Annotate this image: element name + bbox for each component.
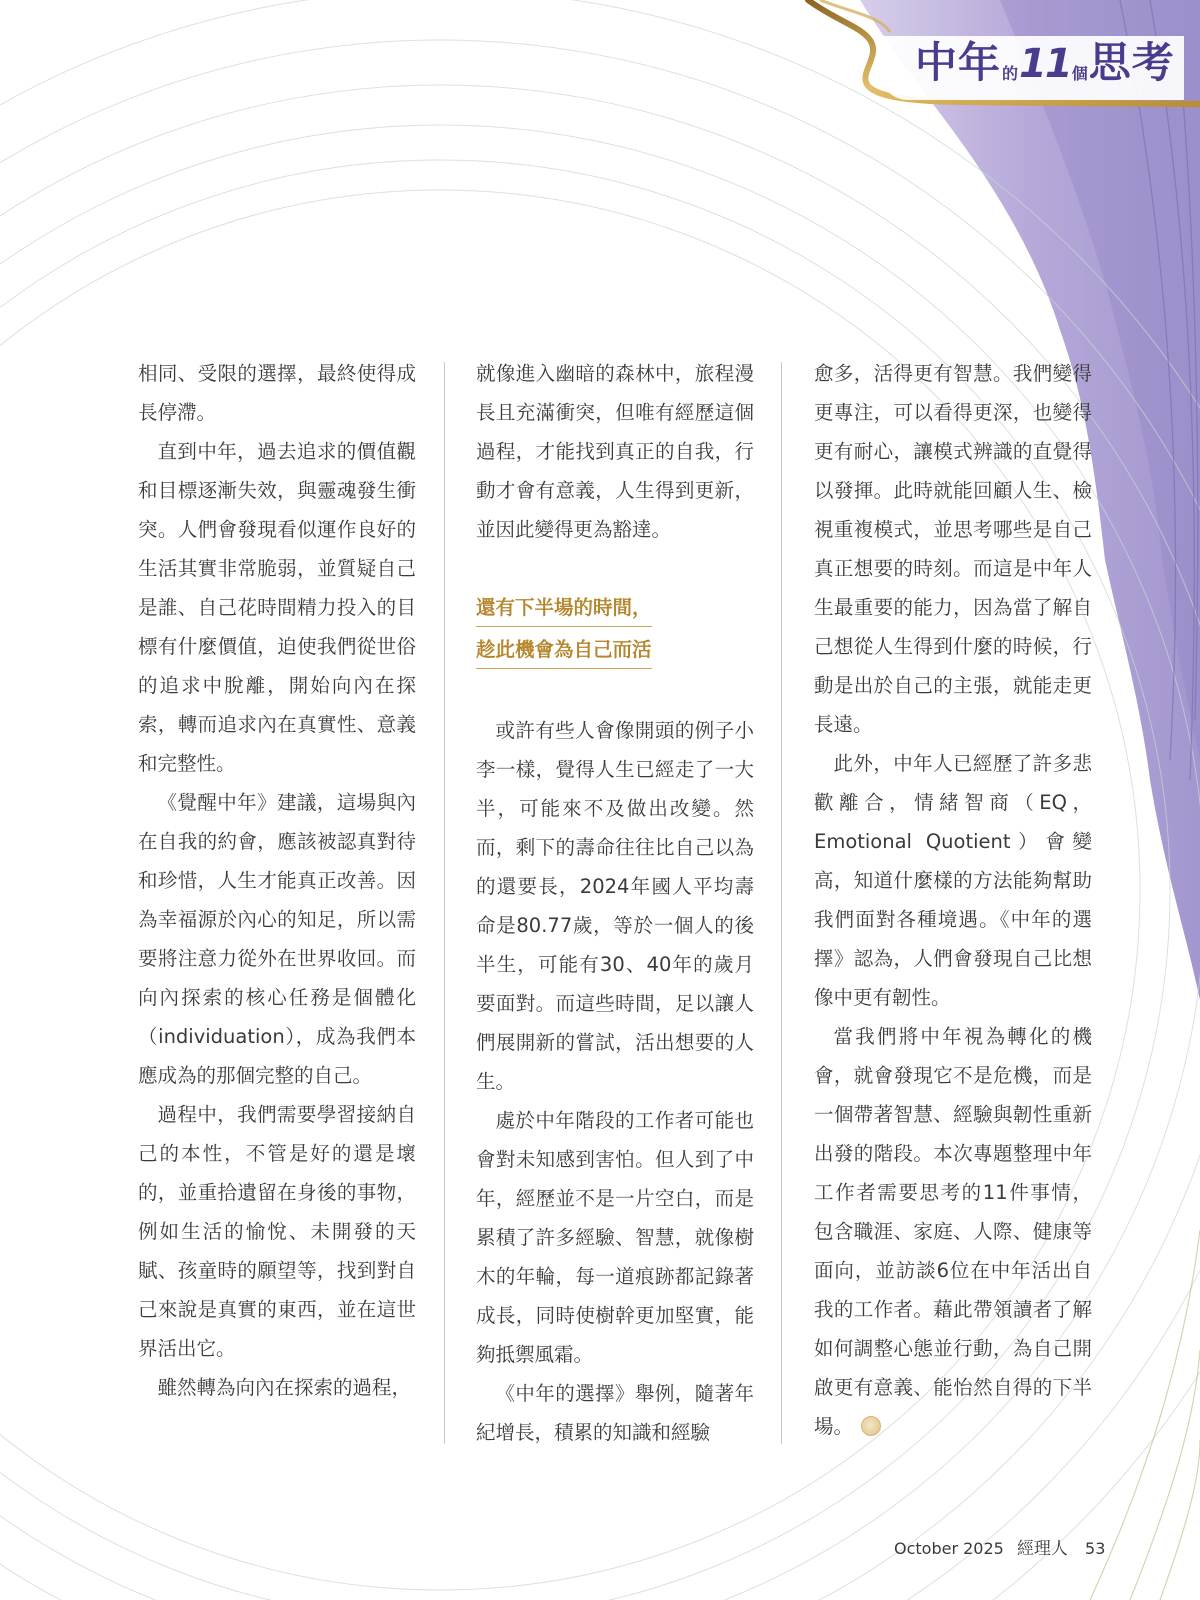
paragraph: 過程中，我們需要學習接納自己的本性，不管是好的還是壞的，並重拾遺留在身後的事物，例如生活的愉悅、未開發的天賦、孩童時的願望等，找到對自己來說是真實的東西，並在這世界活出它。 — [138, 1103, 416, 1360]
paragraph: 《覺醒中年》建議，這場與內在自我的約會，應該被認真對待和珍惜，人生才能真正改善。因為幸福源於內心的知足，所以需要將注意力從外在世界收回。而向內探索的核心任務是個體化（individuation），成為我們本應成為的那個完整的自己。 — [138, 791, 416, 1087]
title-part1: 中年 — [915, 38, 1002, 87]
title-number: 11 — [1019, 41, 1071, 87]
page-number: 53 — [1085, 1539, 1106, 1558]
paragraph: 愈多，活得更有智慧。我們變得更專注，可以看得更深，也變得更有耐心，讓模式辨識的直覺得以發揮。此時就能回顧人生、檢視重複模式，並思考哪些是自己真正想要的時刻。而這是中年人生最重要的能力，因為當了解自己想從人生得到什麼的時候，行動是出於自己的主張，就能走更長遠。 — [814, 362, 1092, 736]
title-part2: 的 — [1002, 64, 1019, 83]
paragraph-text: 當我們將中年視為轉化的機會，就會發現它不是危機，而是一個帶著智慧、經驗與韌性重新出發的階段。本次專題整理中年工作者需要思考的11件事情，包含職涯、家庭、人際、健康等面向，並訪談6位在中年活出自我的工作者。藉此帶領讀者了解如何調整心態並行動，為自己開啟更有意義、能怡然自得的下半場。 — [814, 1025, 1092, 1438]
spacer — [476, 549, 754, 588]
magazine-name: 經理人 — [1016, 1539, 1068, 1559]
article-column-1 — [138, 354, 416, 1407]
subheading — [476, 588, 754, 672]
paragraph: 《中年的選擇》舉例，隨著年紀增長，積累的知識和經驗 — [476, 1382, 754, 1444]
article-column-2 — [476, 354, 754, 1452]
title-part4: 個 — [1071, 64, 1088, 83]
issue-date: October 2025 — [894, 1539, 1004, 1558]
paragraph: 此外，中年人已經歷了許多悲歡離合，情緒智商（EQ，Emotional Quotient）會變高，知道什麼樣的方法能夠幫助我們面對各種境遇。《中年的選擇》認為，人們會發現自己比想像中更有韌性。 — [814, 752, 1092, 1009]
paragraph: 或許有些人會像開頭的例子小李一樣，覺得人生已經走了一大半，可能來不及做出改變。然而，剩下的壽命往往比自己以為的還要長，2024年國人平均壽命是80.77歲，等於一個人的後半生，可能有30、40年的歲月要面對。而這些時間，足以讓人們展開新的嘗試，活出想要的人生。 — [476, 719, 754, 1093]
column-divider — [444, 362, 445, 1444]
paragraph — [814, 1017, 1092, 1446]
section-title — [915, 38, 1175, 99]
subheading-line-1: 還有下半場的時間， — [476, 590, 652, 627]
paragraph: 直到中年，過去追求的價值觀和目標逐漸失效，與靈魂發生衝突。人們會發現看似運作良好的生活其實非常脆弱，並質疑自己是誰、自己花時間精力投入的目標有什麼價值，迫使我們從世俗的追求中脫離，開始向內在探索，轉而追求內在真實性、意義和完整性。 — [138, 440, 416, 775]
spacer — [476, 672, 754, 711]
page-footer — [894, 1534, 1113, 1559]
paragraph: 相同、受限的選擇，最終使得成長停滯。 — [138, 362, 416, 424]
end-mark-icon — [861, 1416, 881, 1436]
column-divider — [781, 362, 782, 1444]
paragraph: 處於中年階段的工作者可能也會對未知感到害怕。但人到了中年，經歷並不是一片空白，而是累積了許多經驗、智慧，就像樹木的年輪，每一道痕跡都記錄著成長，同時使樹幹更加堅實，能夠抵禦風霜。 — [476, 1109, 754, 1366]
subheading-line-2: 趁此機會為自己而活 — [476, 632, 652, 669]
paragraph: 就像進入幽暗的森林中，旅程漫長且充滿衝突，但唯有經歷這個過程，才能找到真正的自我，行動才會有意義，人生得到更新，並因此變得更為豁達。 — [476, 362, 754, 541]
paragraph: 雖然轉為向內在探索的過程， — [157, 1376, 412, 1399]
title-part5: 思考 — [1088, 38, 1175, 87]
article-column-3 — [814, 354, 1092, 1446]
